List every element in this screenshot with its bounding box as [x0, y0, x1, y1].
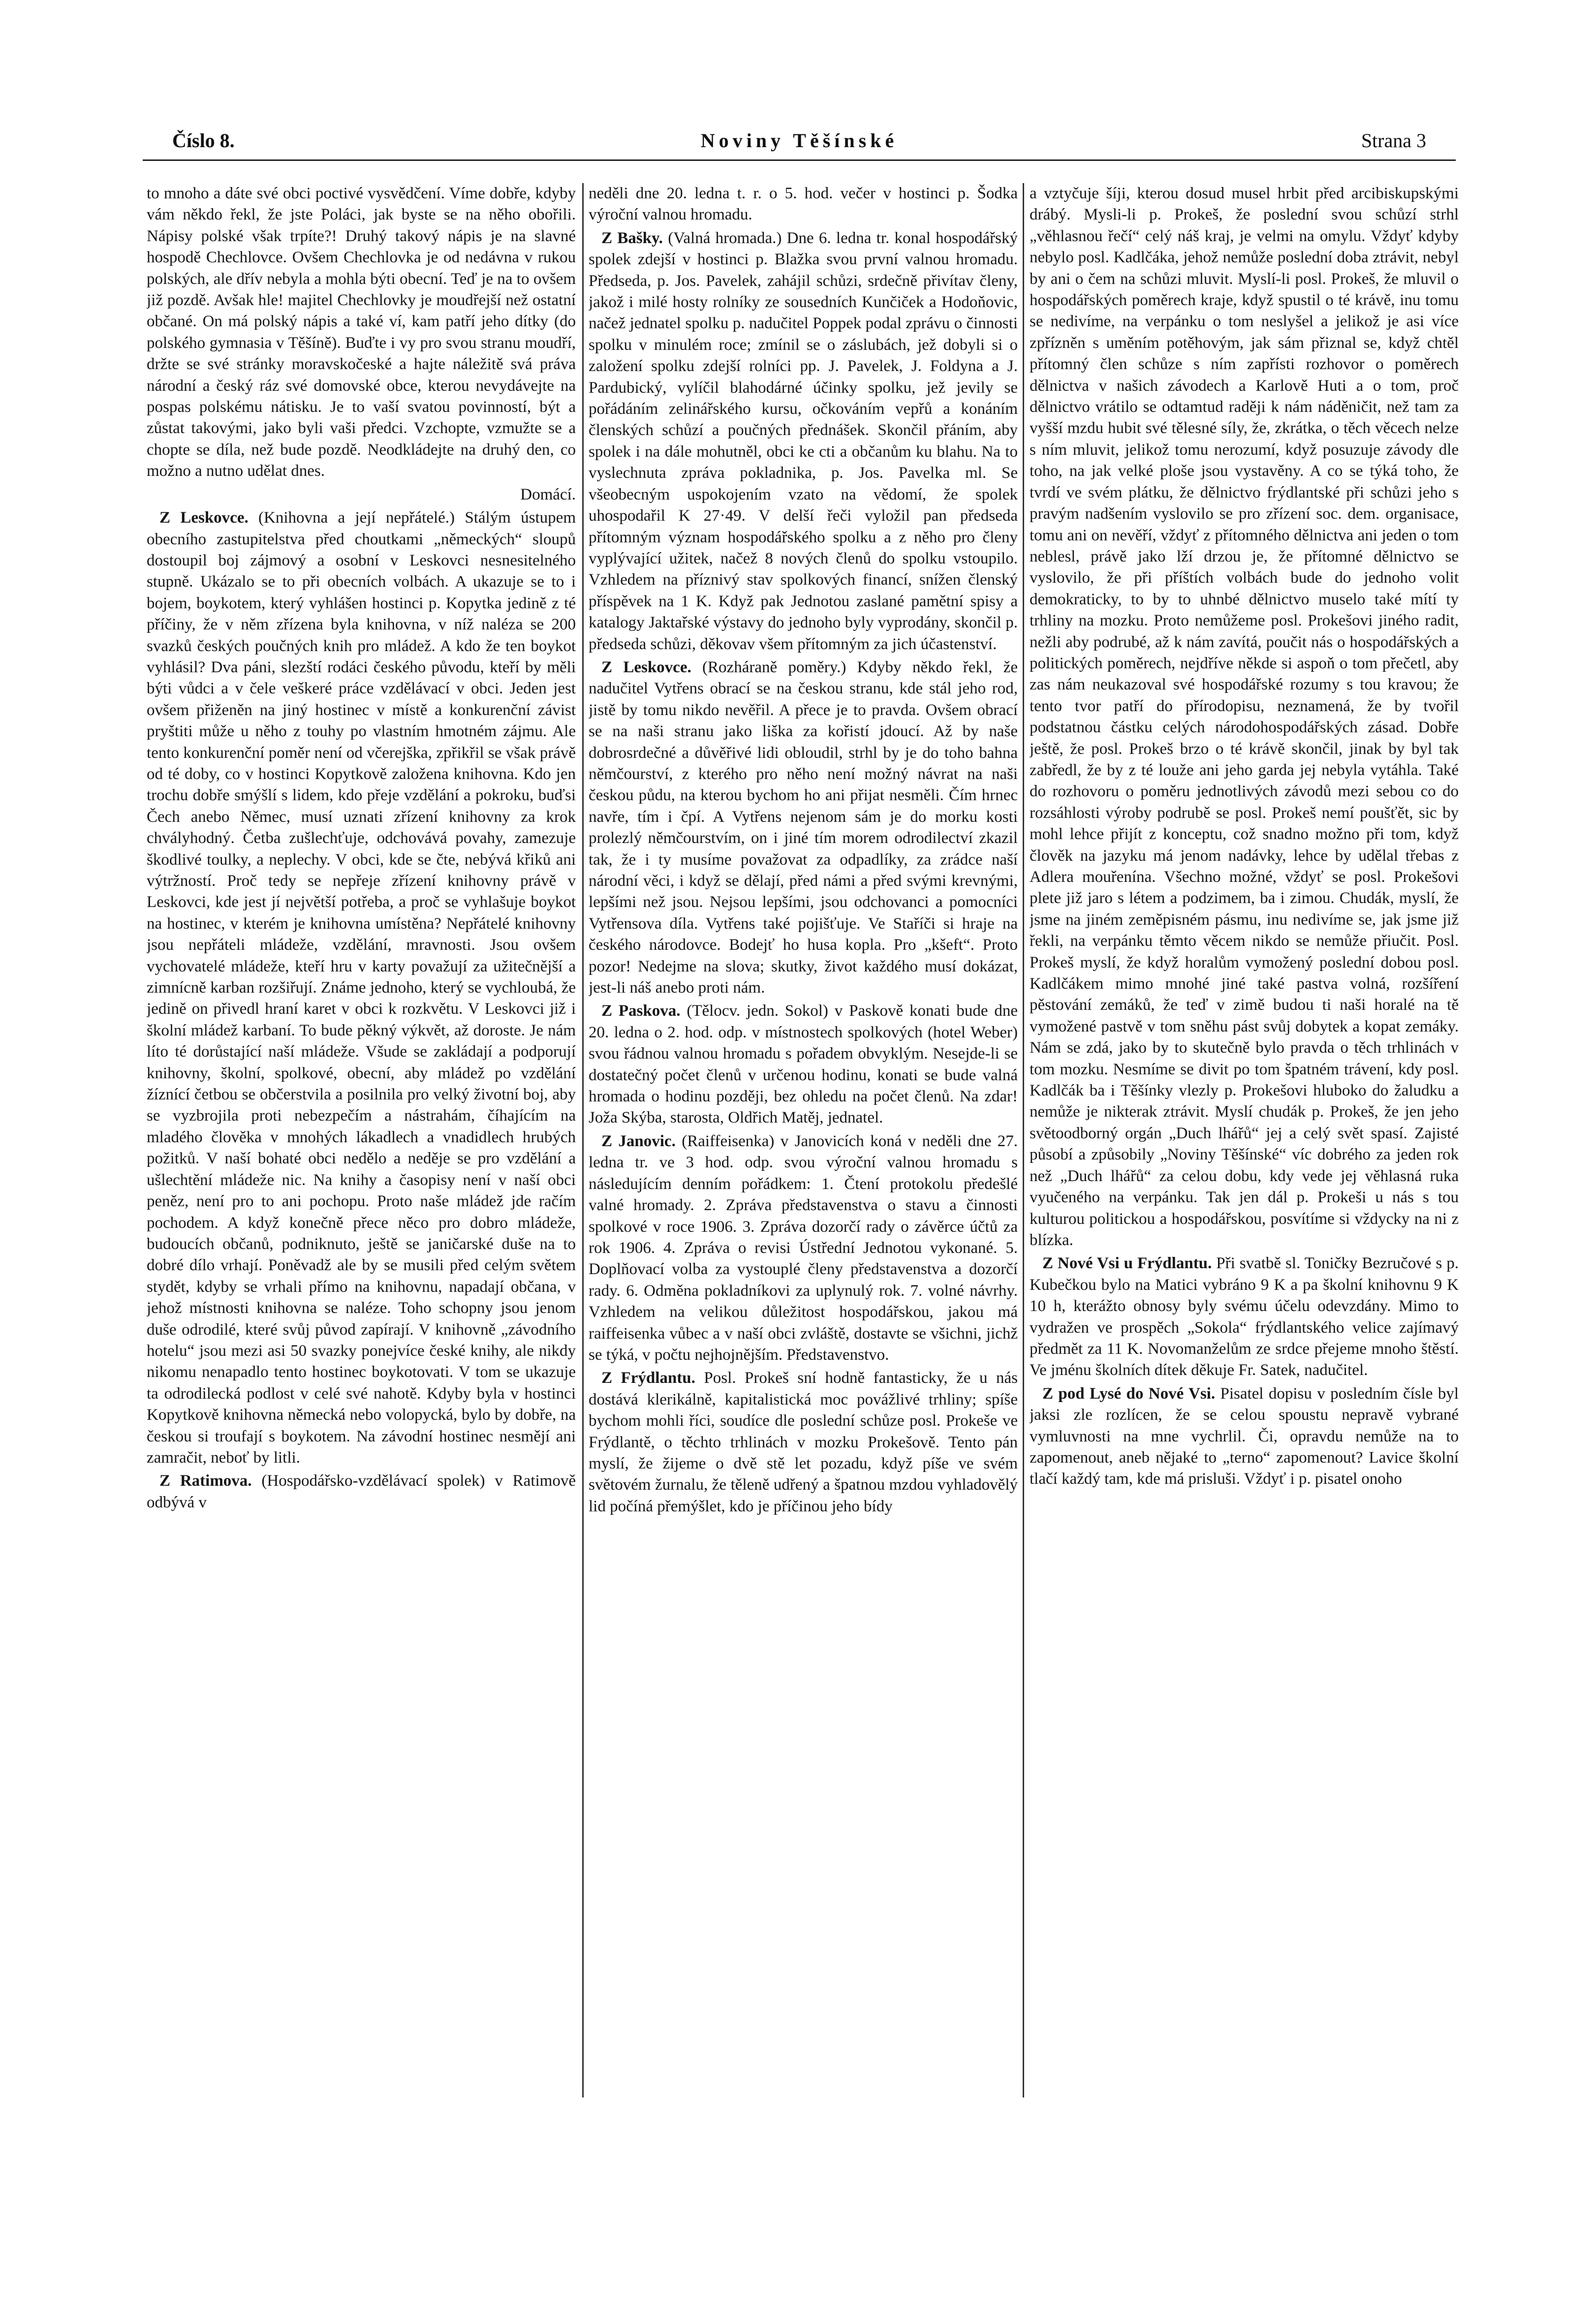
issue-number: Číslo 8.	[172, 129, 235, 152]
article-paragraph	[1030, 183, 1459, 1251]
newspaper-title: Noviny Těšínské	[700, 129, 898, 152]
article-paragraph	[589, 183, 1018, 226]
article-paragraph	[589, 228, 1018, 655]
article-text: (Raiffeisenka) v Janovicích koná v neděli dne 27. ledna tr. ve 3 hod. odp. svou výroční valnou hromadu s následujícím denním pořádkem: 1. Čtení protokolu předešlé valné hromady. 2. Zpráva představenstva o stavu a činnosti spolkové v roce 1906. 3. Zpráva dozorčí rady o závěrce účtů za rok 1906. 4. Zpráva o revisi Ústřední Jednotou vykonané. 5. Doplňovací volba za vystouplé členy představenstva a dozorčí rady. 6. Odměna pokladníkovi za uplynulý rok. 7. volné návrhy. Vzhledem na velikou důležitost hospodářskou, jakou má raiffeisenka vůbec a v naší obci zvláště, dostavte se všichni, jichž se týká, v počtu nejhojnějším. Představenstvo.	[589, 1132, 1018, 1364]
article-text: (Hospodářsko-vzdělávací spolek) v Ratimově odbývá v	[147, 1472, 576, 1511]
article-text: Domácí.	[520, 485, 576, 503]
article-heading: Z Ratimova.	[159, 1472, 252, 1490]
article-heading: Z Leskovce.	[601, 658, 691, 676]
article-heading: Z Frýdlantu.	[601, 1369, 695, 1387]
article-paragraph	[147, 484, 576, 505]
article-paragraph	[589, 1001, 1018, 1128]
article-paragraph	[1030, 1253, 1459, 1381]
article-text: to mnoho a dáte své obci poctivé vysvědčení. Víme dobře, kdyby vám někdo řekl, že jste Poláci, jak byste se na něho obořili. Nápisy polské však trpíte?! Druhý takový nápis je na slavné hospodě Chechlovce. Ovšem Chechlovka je od nedávna v rukou polských, ale dřív nebyla a mohla býti obecní. Teď je na to ovšem již pozdě. Avšak hle! majitel Chechlovky je moudřejší než ostatní občané. On má polský nápis a také ví, kam patří jeho dítky (do polského gymnasia v Těšíně). Buďte i vy pro svou stranu moudří, držte se své stránky moravskočeské a hajte náležitě svá práva národní a český ráz své domovské obce, kterou nevydávejte na pospas polskému nátisku. Je to vaší svatou povinností, být a zůstat takovými, jako byli vaši předci. Vzchopte, vzmužte se a chopte se díla, než bude pozdě. Neodkládejte na druhý den, co možno a nutno udělat dnes.	[147, 185, 576, 480]
article-text: Posl. Prokeš sní hodně fantasticky, že u nás dostává klerikálně, kapitalistická moc povážlivé trhliny; spíše bychom mohli říci, soudíce dle poslední schůze posl. Prokeše ve Frýdlantě, o těchto trhlinách v mozku Prokešově. Tento pán myslí, že žijeme o dvě stě let pozadu, když píše ve svém světovém žurnalu, že těleně udřený a špatnou mzdou vyhladovělý lid počíná přemýšlet, kdo je příčinou jeho bídy	[589, 1369, 1018, 1515]
article-paragraph	[589, 1368, 1018, 1517]
article-text: (Rozháraně poměry.) Kdyby někdo řekl, že nadučitel Vytřens obrací se na českou stranu, kde stál jeho rod, jistě by tomu nikdo nevěřil. A přece je to pravda. Ovšem obrací se na naši stranu jako liška za kořistí jdoucí. Až by naše dobrosrdečné a důvěřivé lidi obloudil, strhl by je do toho bahna němčourství, z kterého pro něho není možný návrat na naši českou půdu, na kterou bychom ho ani přijat nesměli. Čím hrnec navře, tím i čpí. A Vytřens nejenom sám je do morku kosti prolezlý němčourstvím, on i jiné tím morem odrodilectví zkazil tak, že i ty musíme považovat za odpadlíky, za zrádce naší národní věci, i když se dělají, před námi a před svými krevnými, lepšími než jsou. Nejsou lepšími, jsou odchovanci a pomocníci Vytřensova díla. Vytřens také pojišťuje. Ve Staříči si hraje na českého národovce. Bodejť ho husa kopla. Pro „kšeft“. Proto pozor! Nedejme na slova; skutky, život každého musí dokázat, jest-li náš anebo proti nám.	[589, 658, 1018, 997]
article-text: (Knihovna a její nepřátelé.) Stálým ústupem obecního zastupitelstva před choutkami „německých“ sloupů dostoupil boj zájmový a osobní v Leskovci nesnesitelného stupně. Ukázalo se to při obecních volbách. A ukazuje se to i bojem, boykotem, který vyhlášen hostinci p. Kopytka jedině z té příčiny, že v něm zřízena byla knihovna, v níž naléza se 200 svazků českých poučných knih pro mládež. A kdo že ten boykot vyhlásil? Dva páni, slezští rodáci českého původu, kteří by měli býti vůdci a v čele veškeré práce vzdělávací v obci. Jeden jest ovšem přiženěn na jiný hostinec v místě a konkurenční závist pryštiti může u něho z touhy po vlastním hmotném zájmu. Ale tento konkurenční poměr není od včerejška, zpřikřil se však právě od té doby, co v hostinci Kopytkově založena knihovna. Kdo jen trochu dobře smýšlí s lidem, kdo přeje vzdělání a pokroku, buďsi Čech anebo Němec, musí uznati zřízení knihovny za krok chvályhodný. Četba zušlechťuje, odchovává povahy, zamezuje škodlivé toulky, a neplechy. V obci, kde se čte, nebývá křiků ani výtržností. Proč tedy se nepřeje zřízení knihovny právě v Leskovci, kde jest jí největší potřeba, a proč se vyhlašuje boykot na hostinec, v kterém je knihovna umístěna? Nepřátelé knihovny jsou nepřáteli mládeže, vzdělání, mravnosti. Jsou ovšem vychovatelé mládeže, kteří hru v karty považují za užitečnější a zimnícně karban rozšiřují. Známe jednoho, který se vychloubá, že jedině on přivedl hraní karet v obci k rozkvětu. V Leskovci již i školní mládež karbaní. To bude pěkný výkvět, až doroste. Je nám líto té dorůstající naší mládeže. Všude se zakládají a podporují knihovny, školní, spolkové, obecní, aby mládež po vzdělání žíznící četbou se občerstvila a posilnila pro velký životní boj, aby se vyzbrojila proti nebezpečím a nástrahám, číhajícím na mladého člověka v mnohých lákadlech a vnadidlech hrubých požitků. V naší bohaté obci nedělo a neděje se pro vzdělání a ušlechtění mládeže nic. Na knihy a časopisy není v naší obci peněz, není pro to ani pochopu. Proto naše mládež jde račím pochodem. A když konečně přece něco pro dobro mládeže, budoucích občanů, podniknuto, ještě se janičarské duše na to dobré dílo vrhají. Poněvadž ale by se musili před celým světem stydět, kdyby se vrhali přímo na knihovnu, napadají občana, v jehož místnosti knihovna se naléze. Toho schopny jsou jenom duše odrodilé, které svůj původ zapírají. V knihovně „závodního hotelu“ jsou mezi asi 50 svazky ponejvíce české knihy, ale nikdy nikomu nenapadlo tento hostinec boykotovati. V tom se ukazuje ta odrodilecká podlost v celé své nahotě. Kdyby byla v hostinci Kopytkově knihovna německá nebo volopycká, bylo by dobře, na českou si troufají s boykotem. Na závodní hostinec nesmějí ani zamračit, neboť by litli.	[147, 509, 576, 1467]
article-text: a vztyčuje šíji, kterou dosud musel hrbit před arcibiskupskými drábý. Mysli-li p. Prokeš, že poslední svou schůzí strhl „věhlasnou řečí“ celý náš kraj, je velmi na omylu. Vždyť kdyby nebylo posl. Kadlčáka, jehož nemůže poslední doba ztrávit, nebyl by ani o čem na schůzi mluvit. Myslí-li posl. Prokeš, že mluvil o hospodářských poměrech kraje, když spustil o té krávě, inu tomu se nedivíme, na verpánku o tom neslyšel a jelikož je asi více zpřízněn s uměním potěhovým, jak sám přiznal se, když chtěl přítomný člen schůze s ním zapřísti rozhovor o poměrech dělnictva v našich závodech a Karlově Huti a o tom, proč dělnictvo vrátilo se odtamtud raději k nám náděničit, než tam za vyšší mzdu hubit své tělesné síly, že, zkrátka, o těch věcech nelze s ním mluvit, jelikož tomu nerozumí, když posuzuje závody dle toho, na jak velké ploše jsou vystavěny. A co se týká toho, že tvrdí ve svém plátku, že dělnictvo frýdlantské při schůzi jeho s pravým nadšením vyslovilo se pro zřízení soc. dem. organisace, tomu ani on nevěří, vždyť z přítomného dělnictva ani jeden o tom neblesl, právě jako lží drzou je, že přítomné dělnictvo se vyslovilo, že při příštích volbách bude do jednoho volit demokraticky, to by to uhnbé dělnictvo muselo také mítí ty trhliny na mozku. Proto nemůžeme posl. Prokešovi jiného radit, nežli aby podrubé, až k nám zavítá, poučit nás o hospodářských a politických poměrech, nejdříve někde si aspoň o tom přečetl, aby zas nám neukazoval své hospodářské rozumy s tou kravou; že tento tvor patří do přírodopisu, neznamená, že by tvořil podstatnou částku celých národohospodářských zásad. Dobře ještě, že posl. Prokeš brzo o té krávě skončil, jinak by byl tak zabředl, že by z té louže ani jeho garda jej nebyla vytáhla. Také do rozhovoru o poměru jednotlivých závodů mezi sebou co do rozsáhlosti výroby podrubě se posl. Prokeš nemí poušťět, sic by mohl lehce přijít z konceptu, což snadno možno při tom, když člověk na jazyku má jenom nadávky, lehce by udělal třebas z Adlera mouřenína. Všechno možné, vždyť se posl. Prokešovi plete již jaro s létem a podzimem, ba i zimou. Chudák, myslí, že jsme na jiném zeměpisném pásmu, inu nedivíme se, jak jsme již řekli, na verpánku těmto věcem nikdo se nemůže přiučit. Posl. Prokeš myslí, že když horalům vymožený poslední dobou posl. Kadlčákem mimo mnohé jiné také pastva volná, rozšíření pěstování zemáků, že teď v zimě budou ti naši horalé na tě vymožené pastvě v tom sněhu pást svůj dobytek a kopat zemáky. Nám se zdá, jako by to skutečně bylo pravda o těch trhlinách v tom mozku. Nesmíme se divit po tom špatném trávení, kdy posl. Kadlčák ba i Těšínky vlezly p. Prokešovi hluboko do žaludku a nemůže je nikterak ztrávit. Myslí chudák p. Prokeš, že jen jeho světoodborný orgán „Duch lhářů“ jej a celý svět spasí. Zajisté působí a způsobily „Noviny Těšínské“ víc dobrého za jeden rok než „Duch lhářů“ za celou dobu, kdy vede jej věhlasná ruka vyučeného na verpánku. Tak jen dál p. Prokeši u nás s tou kulturou politickou a hospodářskou, posvítíme si vždycky na ni z blízka.	[1030, 185, 1459, 1249]
column-divider	[1023, 183, 1024, 2097]
article-paragraph	[147, 1470, 576, 1513]
article-heading: Z Janovic.	[601, 1132, 676, 1150]
article-text: neděli dne 20. ledna t. r. o 5. hod. večer v hostinci p. Šodka výroční valnou hromadu.	[589, 185, 1018, 224]
header-rule	[143, 159, 1456, 161]
column-1	[147, 183, 576, 2112]
page-header	[172, 129, 1426, 155]
article-paragraph	[589, 1131, 1018, 1366]
column-2	[589, 183, 1018, 2112]
article-text: Při svatbě sl. Toničky Bezručové s p. Kubečkou bylo na Matici vybráno 9 K a pa školní knihovnu 9 K 10 h, kterážto obnosy byly svému účelu odevzdány. Mimo to vydražen ve prospěch „Sokola“ frýdlantského velice zajímavý předmět za 11 K. Novomanželům ze srdce přejeme mnoho štěstí. Ve jménu školních dítek děkuje Fr. Satek, nadučitel.	[1030, 1254, 1459, 1379]
column-divider	[582, 183, 584, 2097]
article-heading: Z Leskovce.	[159, 509, 249, 527]
article-text: (Tělocv. jedn. Sokol) v Paskově konati bude dne 20. ledna o 2. hod. odp. v místnostech spolkových (hotel Weber) svou řádnou valnou hromadu s pořadem obvyklým. Nesejde-li se dostatečný počet členů v určenou hodinu, konati se bude valná hromada o hodinu později, bez ohledu na počet členů. Na zdar! Joža Skýba, starosta, Oldřich Matěj, jednatel.	[589, 1002, 1018, 1127]
article-paragraph	[589, 657, 1018, 999]
article-heading: Z Paskova.	[601, 1002, 681, 1020]
column-3	[1030, 183, 1459, 2112]
article-paragraph	[147, 183, 576, 482]
article-paragraph	[147, 507, 576, 1469]
article-heading: Z Nové Vsi u Frýdlantu.	[1042, 1254, 1212, 1273]
article-heading: Z Bašky.	[601, 229, 663, 247]
article-paragraph	[1030, 1383, 1459, 1490]
page-number: Strana 3	[1361, 129, 1426, 152]
article-text: (Valná hromada.) Dne 6. ledna tr. konal hospodářský spolek zdejší v hostinci p. Blažka svou první valnou hromadu. Předseda, p. Jos. Pavelek, zahájil schůzi, srdečně přivítav členy, jakož i milé hosty rolníky ze sousedních Kunčiček a Hodoňovic, načež jednatel spolku p. nadučitel Poppek podal zprávu o činnosti spolku v minulém roce; zmínil se o záslubách, jež dobyli si o založení spolku zdejší rolníci pp. J. Pavelek, J. Foldyna a J. Pardubický, vylíčil blahodárné účinky spolku, jež jevily se pořádáním zelinářského kursu, očkováním vepřů a konáním členských schůzí a poučných přednášek. Skončil přáním, aby spolek i na dále mohutněl, obci ke cti a občanům ku blahu. Na to vyslechnuta zpráva pokladnika, p. Jos. Pavelka ml. Se všeobecným uspokojením vzato na vědomí, že spolek uhospodařil K 27·49. V delší řeči vyložil pan předseda přítomným význam hospodářského spolku a z něho pro členy vyplývající užitek, načež 8 nových členů do spolku vstoupilo. Vzhledem na příznivý stav spolkových financí, snížen členský příspěvek na 1 K. Když pak Jednotou zaslané pamětní spisy a katalogy Jaktařské výstavy do jednoho byly vyprodány, skončil p. předseda schůzi, děkovav všem přítomným za jich účastenství.	[589, 229, 1018, 653]
article-text: Pisatel dopisu v posledním čísle byl jaksi zle rozlícen, že se celou spoustu nepravě vybrané vymluvnosti na mne vychrlil. Či, opravdu nemůže na to zapomenout, aneb nějaké to „terno“ zapomenout? Lavice školní tlačí každý tam, kde má prisluši. Vždyť i p. pisatel onoho	[1030, 1384, 1459, 1488]
article-heading: Z pod Lysé do Nové Vsi.	[1042, 1384, 1216, 1403]
